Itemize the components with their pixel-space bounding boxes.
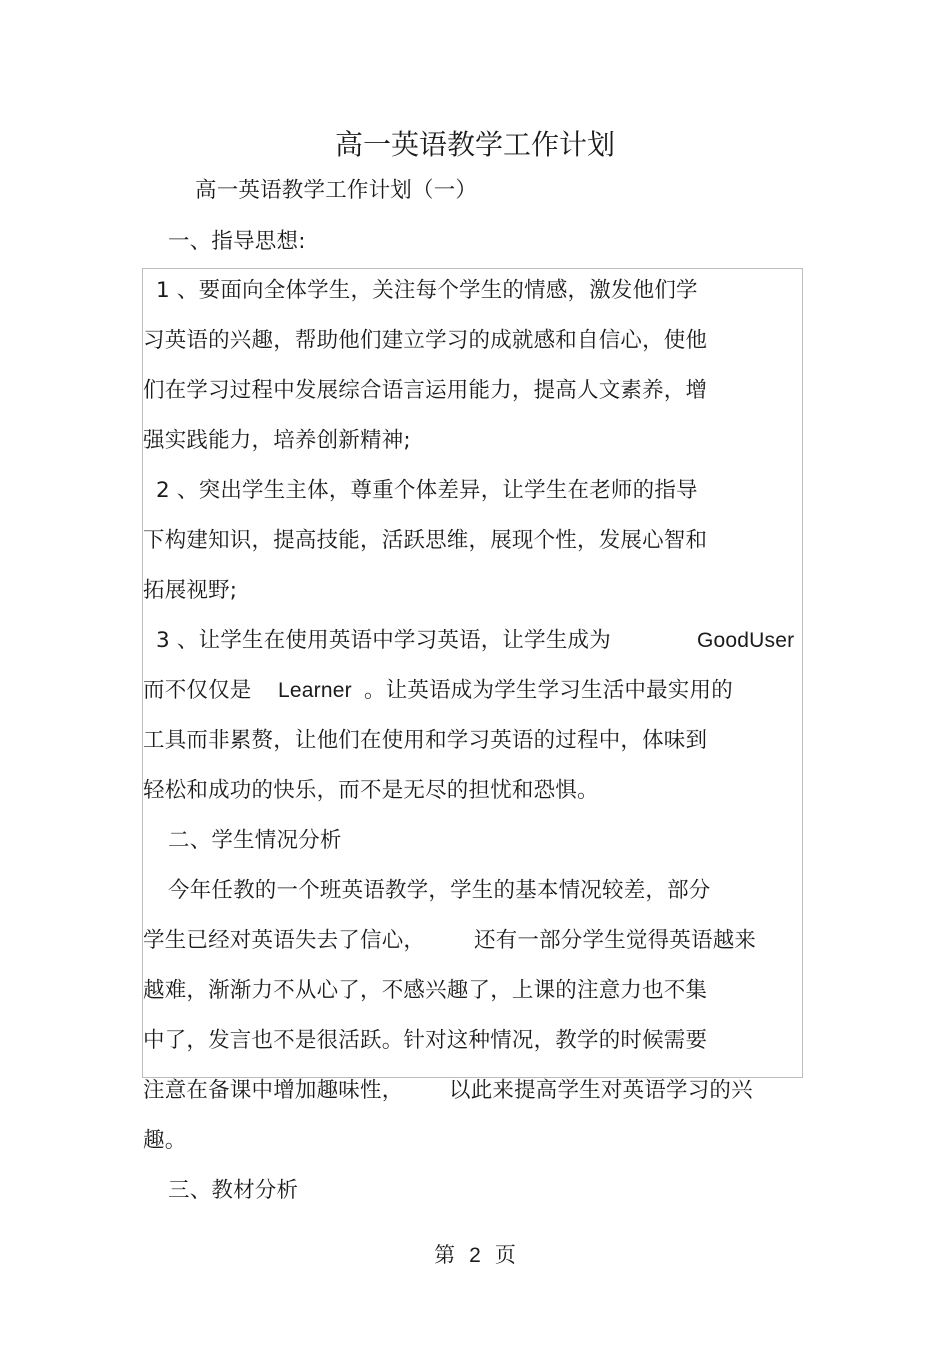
item2-line3: 拓展视野; xyxy=(143,578,238,603)
section2-line5-a: 注意在备课中增加趣味性， xyxy=(143,1078,404,1103)
item3-line2-english: Learner xyxy=(278,679,352,702)
item2-line2: 下构建知识，提高技能，活跃思维，展现个性，发展心智和 xyxy=(143,528,708,553)
item2-line1: 2 、突出学生主体，尊重个体差异，让学生在老师的指导 xyxy=(156,478,698,503)
section2-line4: 中了，发言也不是很活跃。针对这种情况，教学的时候需要 xyxy=(143,1028,708,1053)
item1-line1: 1 、要面向全体学生，关注每个学生的情感，激发他们学 xyxy=(156,278,698,303)
section2-heading: 二、学生情况分析 xyxy=(168,828,342,853)
item1-line4: 强实践能力，培养创新精神; xyxy=(143,428,411,453)
footer-prefix: 第 xyxy=(434,1243,456,1267)
document-subtitle: 高一英语教学工作计划（一） xyxy=(195,178,478,203)
section2-line6: 趣。 xyxy=(143,1128,187,1153)
section2-line3: 越难，渐渐力不从心了，不感兴趣了，上课的注意力也不集 xyxy=(143,978,708,1003)
item3-line1-english: GoodUser xyxy=(697,629,795,652)
section1-heading: 一、指导思想: xyxy=(168,229,306,254)
item3-line3: 工具而非累赘，让他们在使用和学习英语的过程中，体味到 xyxy=(143,728,708,753)
item3-line2-text-a: 而不仅仅是 xyxy=(143,678,252,703)
section2-line1: 今年任教的一个班英语教学，学生的基本情况较差，部分 xyxy=(168,878,711,903)
section2-line2-a: 学生已经对英语失去了信心， xyxy=(143,928,426,953)
document-title: 高一英语教学工作计划 xyxy=(334,128,615,161)
item1-line2: 习英语的兴趣，帮助他们建立学习的成就感和自信心，使他 xyxy=(143,328,708,353)
section3-heading: 三、教材分析 xyxy=(168,1178,299,1203)
item3-line2-text-b: 。让英语成为学生学习生活中最实用的 xyxy=(364,678,733,703)
item3-line1-text: 3 、让学生在使用英语中学习英语，让学生成为 xyxy=(156,628,611,653)
section2-line5-b: 以此来提高学生对英语学习的兴 xyxy=(449,1078,753,1103)
section2-line2-b: 还有一部分学生觉得英语越来 xyxy=(474,928,757,953)
item3-line4: 轻松和成功的快乐，而不是无尽的担忧和恐惧。 xyxy=(143,778,599,803)
item1-line3: 们在学习过程中发展综合语言运用能力，提高人文素养，增 xyxy=(143,378,708,403)
footer-suffix: 页 xyxy=(494,1243,516,1267)
page-number: 2 xyxy=(469,1244,481,1267)
page-footer xyxy=(0,1240,950,1271)
